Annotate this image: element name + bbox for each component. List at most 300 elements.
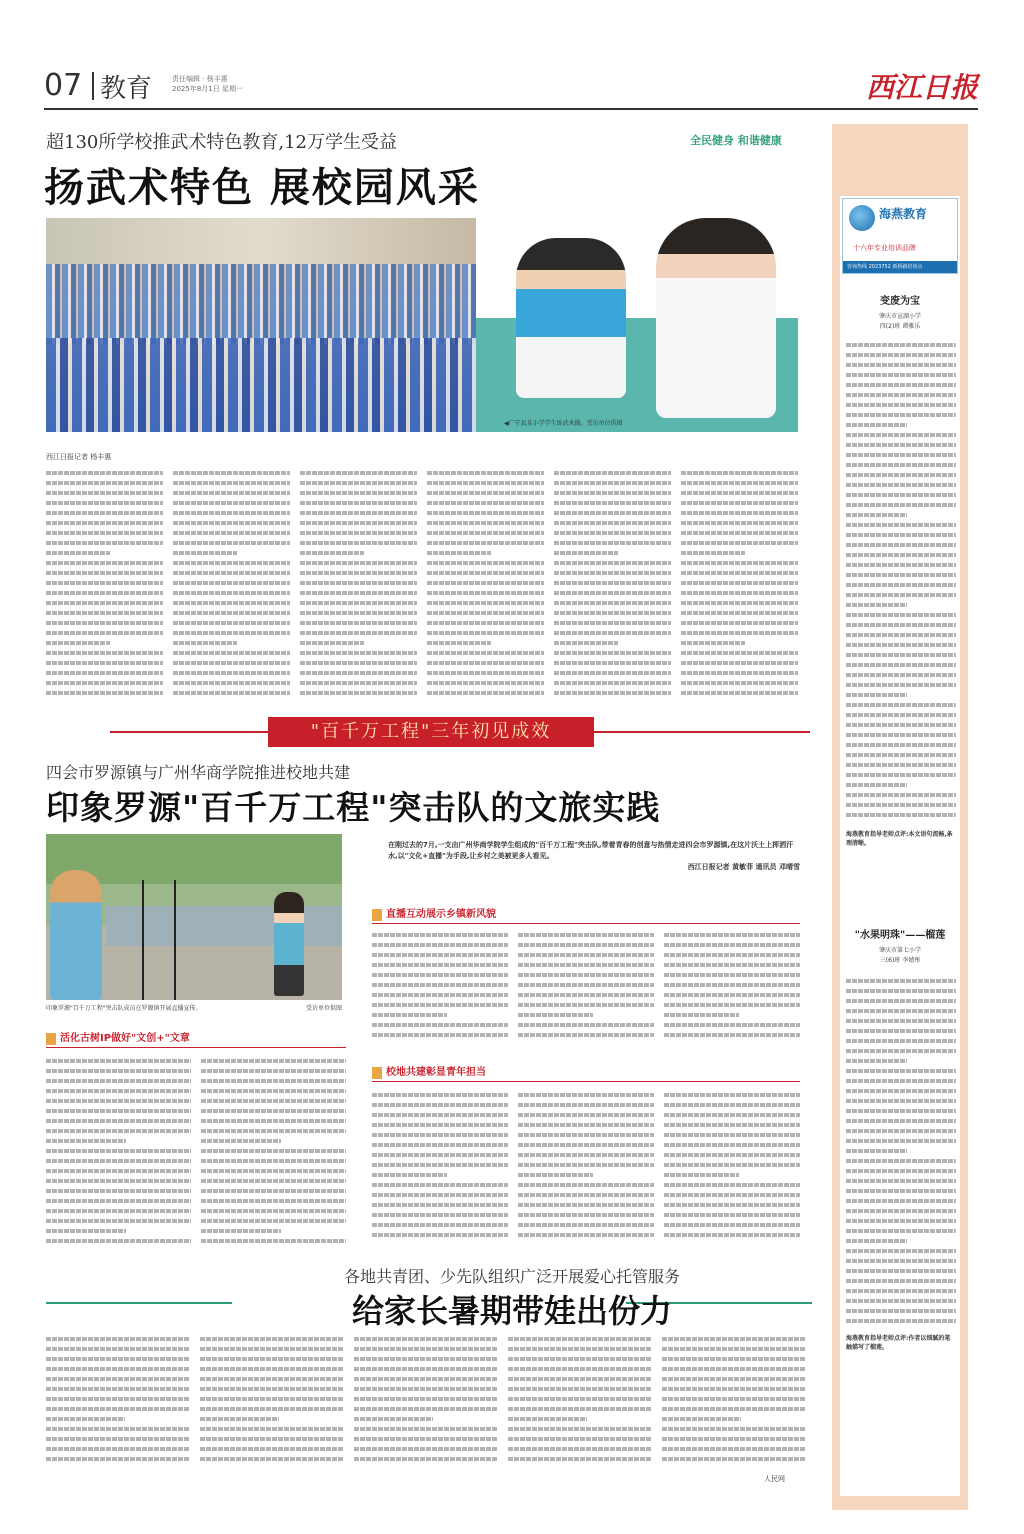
text-line bbox=[427, 478, 544, 488]
fitness-badge bbox=[690, 134, 792, 174]
text-line bbox=[846, 520, 956, 530]
text-line bbox=[173, 588, 290, 598]
text-line bbox=[518, 1010, 593, 1020]
text-line bbox=[662, 1434, 806, 1444]
text-line bbox=[846, 550, 956, 560]
text-line bbox=[372, 950, 508, 960]
text-line bbox=[46, 1354, 190, 1364]
text-line bbox=[372, 1010, 447, 1020]
woman-figure bbox=[656, 218, 776, 418]
text-line bbox=[664, 1200, 800, 1210]
text-line bbox=[554, 628, 671, 638]
text-line bbox=[173, 518, 290, 528]
text-line bbox=[300, 668, 417, 678]
text-line bbox=[664, 1020, 800, 1030]
text-line bbox=[554, 478, 671, 488]
text-line bbox=[681, 518, 798, 528]
text-line bbox=[173, 638, 237, 648]
section-divider bbox=[92, 72, 94, 100]
text-line bbox=[846, 1256, 956, 1266]
text-line bbox=[518, 1150, 654, 1160]
ad-title: 海燕教育 bbox=[879, 207, 928, 221]
text-line bbox=[508, 1424, 652, 1434]
text-line bbox=[846, 670, 956, 680]
text-line bbox=[173, 668, 290, 678]
text-line bbox=[518, 1090, 654, 1100]
school-building bbox=[46, 218, 476, 264]
text-line bbox=[46, 1226, 126, 1236]
text-line bbox=[846, 650, 956, 660]
text-line bbox=[372, 1120, 508, 1130]
text-line bbox=[846, 1126, 956, 1136]
text-line bbox=[46, 1454, 190, 1464]
text-line bbox=[681, 638, 745, 648]
text-line bbox=[846, 1156, 956, 1166]
text-column bbox=[846, 976, 956, 1326]
story2-subhead-3: 校地共建彰显青年担当 bbox=[372, 1064, 800, 1082]
text-line bbox=[201, 1106, 346, 1116]
text-line bbox=[372, 1030, 508, 1040]
text-line bbox=[846, 620, 956, 630]
text-line bbox=[46, 1166, 191, 1176]
photo2-caption-text: 印象罗源"百千万工程"突击队成员在罗源镇开展直播宣传。 bbox=[46, 1005, 202, 1012]
text-line bbox=[681, 498, 798, 508]
text-line bbox=[508, 1354, 652, 1364]
text-line bbox=[46, 1424, 190, 1434]
text-line bbox=[681, 678, 798, 688]
text-line bbox=[508, 1414, 587, 1424]
story2-reporter: 西江日报记者 黄敏菲 通讯员 邓晴雪 bbox=[687, 863, 800, 871]
text-line bbox=[664, 970, 800, 980]
text-line bbox=[46, 1434, 190, 1444]
text-line bbox=[46, 488, 163, 498]
text-line bbox=[508, 1394, 652, 1404]
text-line bbox=[300, 538, 417, 548]
text-line bbox=[846, 986, 956, 996]
text-line bbox=[554, 608, 671, 618]
essay-a-body bbox=[846, 340, 956, 824]
text-line bbox=[372, 1160, 508, 1170]
text-line bbox=[664, 960, 800, 970]
text-line bbox=[46, 578, 163, 588]
text-line bbox=[846, 690, 907, 700]
text-line bbox=[46, 1146, 191, 1156]
text-line bbox=[372, 1170, 447, 1180]
text-line bbox=[354, 1354, 498, 1364]
text-line bbox=[846, 1046, 956, 1056]
text-line bbox=[681, 588, 798, 598]
photo-caption: ◀广宁县某小学学生练武术操。受访单位供图 bbox=[504, 420, 623, 427]
page-number: 07 bbox=[44, 68, 83, 103]
text-line bbox=[46, 598, 163, 608]
text-line bbox=[518, 1030, 654, 1040]
text-line bbox=[200, 1384, 344, 1394]
text-line bbox=[372, 960, 508, 970]
text-line bbox=[846, 510, 907, 520]
text-line bbox=[554, 518, 671, 528]
text-column bbox=[201, 1056, 346, 1246]
text-line bbox=[681, 668, 798, 678]
text-line bbox=[201, 1146, 346, 1156]
text-line bbox=[427, 568, 544, 578]
text-line bbox=[427, 518, 544, 528]
text-line bbox=[372, 970, 508, 980]
text-line bbox=[46, 1414, 125, 1424]
text-line bbox=[200, 1424, 344, 1434]
text-line bbox=[518, 1200, 654, 1210]
text-line bbox=[664, 990, 800, 1000]
text-line bbox=[518, 1180, 654, 1190]
text-line bbox=[554, 668, 671, 678]
text-line bbox=[846, 780, 907, 790]
text-line bbox=[681, 658, 798, 668]
text-line bbox=[664, 1110, 800, 1120]
text-line bbox=[46, 1126, 191, 1136]
text-line bbox=[664, 1160, 800, 1170]
text-line bbox=[664, 1140, 800, 1150]
text-line bbox=[372, 1150, 508, 1160]
text-line bbox=[681, 548, 745, 558]
text-line bbox=[518, 970, 654, 980]
text-line bbox=[427, 588, 544, 598]
text-line bbox=[681, 688, 798, 698]
text-line bbox=[554, 678, 671, 688]
story2-lead bbox=[388, 840, 800, 873]
text-line bbox=[173, 628, 290, 638]
text-line bbox=[46, 1076, 191, 1086]
text-line bbox=[46, 478, 163, 488]
text-line bbox=[846, 600, 907, 610]
text-line bbox=[846, 1296, 956, 1306]
text-column bbox=[427, 468, 544, 698]
text-line bbox=[46, 528, 163, 538]
text-line bbox=[46, 668, 163, 678]
text-line bbox=[508, 1374, 652, 1384]
text-line bbox=[664, 1010, 739, 1020]
students-crowd bbox=[46, 264, 476, 344]
text-line bbox=[846, 790, 956, 800]
text-line bbox=[846, 1056, 907, 1066]
text-line bbox=[518, 950, 654, 960]
text-line bbox=[46, 518, 163, 528]
text-line bbox=[46, 1086, 191, 1096]
text-line bbox=[300, 468, 417, 478]
text-line bbox=[681, 628, 798, 638]
text-line bbox=[201, 1216, 346, 1226]
text-column bbox=[518, 930, 654, 1040]
text-line bbox=[46, 1444, 190, 1454]
text-line bbox=[173, 468, 290, 478]
essay-b-title: "水果明珠"——榴莲 bbox=[854, 930, 946, 941]
text-line bbox=[508, 1434, 652, 1444]
text-line bbox=[846, 1006, 956, 1016]
text-line bbox=[354, 1444, 498, 1454]
text-line bbox=[173, 488, 290, 498]
text-line bbox=[508, 1384, 652, 1394]
text-column bbox=[372, 930, 508, 1040]
text-line bbox=[173, 508, 290, 518]
photo2-caption bbox=[46, 1004, 342, 1013]
story2-body-columns-a bbox=[372, 930, 800, 1042]
text-line bbox=[46, 1404, 190, 1414]
text-line bbox=[846, 490, 956, 500]
text-line bbox=[46, 548, 110, 558]
martial-arts-crowd-photo bbox=[46, 218, 476, 432]
text-line bbox=[46, 1364, 190, 1374]
text-line bbox=[300, 598, 417, 608]
text-line bbox=[173, 498, 290, 508]
text-line bbox=[846, 390, 956, 400]
text-line bbox=[681, 538, 798, 548]
text-line bbox=[518, 1120, 654, 1130]
text-line bbox=[664, 1190, 800, 1200]
text-line bbox=[46, 658, 163, 668]
story2-lead-text: 在刚过去的7月,一支由广州华商学院学生组成的"百千万工程"突击队,带着青春的创意与热情走进四会市罗源镇,在这片沃土上挥洒汗水,以"文化+直播"为手段,让乡村之美被更多人看见。 bbox=[388, 841, 794, 860]
text-line bbox=[46, 1116, 191, 1126]
text-line bbox=[173, 618, 290, 628]
story3-source: 人民网 bbox=[764, 1475, 785, 1483]
text-line bbox=[46, 1176, 191, 1186]
text-line bbox=[427, 488, 544, 498]
text-line bbox=[554, 508, 671, 518]
text-line bbox=[200, 1374, 344, 1384]
text-line bbox=[518, 1190, 654, 1200]
text-line bbox=[173, 548, 237, 558]
text-line bbox=[46, 468, 163, 478]
text-line bbox=[46, 1394, 190, 1404]
text-line bbox=[46, 1334, 190, 1344]
text-line bbox=[427, 508, 544, 518]
text-line bbox=[200, 1454, 344, 1464]
text-line bbox=[518, 990, 654, 1000]
text-column bbox=[46, 468, 163, 698]
text-line bbox=[846, 750, 956, 760]
text-line bbox=[173, 678, 290, 688]
text-line bbox=[554, 588, 671, 598]
text-line bbox=[201, 1226, 281, 1236]
text-column bbox=[173, 468, 290, 698]
text-line bbox=[846, 1146, 907, 1156]
text-line bbox=[46, 618, 163, 628]
text-line bbox=[300, 478, 417, 488]
text-line bbox=[201, 1056, 346, 1066]
text-line bbox=[201, 1136, 281, 1146]
text-line bbox=[846, 1106, 956, 1116]
text-line bbox=[201, 1116, 346, 1126]
text-line bbox=[201, 1186, 346, 1196]
text-line bbox=[664, 1000, 800, 1010]
text-line bbox=[664, 1150, 800, 1160]
text-line bbox=[508, 1444, 652, 1454]
text-line bbox=[372, 1220, 508, 1230]
text-line bbox=[681, 528, 798, 538]
text-line bbox=[554, 468, 671, 478]
essay-b-author: 三(6)班 李婧彤 bbox=[879, 957, 921, 964]
text-line bbox=[846, 1026, 956, 1036]
text-line bbox=[200, 1364, 344, 1374]
text-line bbox=[201, 1086, 346, 1096]
text-line bbox=[372, 1110, 508, 1120]
martial-arts-pose-photo bbox=[476, 218, 798, 432]
text-line bbox=[427, 618, 544, 628]
text-line bbox=[664, 1120, 800, 1130]
text-line bbox=[554, 618, 671, 628]
text-line bbox=[681, 468, 798, 478]
text-line bbox=[846, 1136, 956, 1146]
masthead bbox=[44, 60, 978, 110]
text-line bbox=[46, 1216, 191, 1226]
text-line bbox=[518, 1160, 654, 1170]
text-line bbox=[518, 940, 654, 950]
text-line bbox=[664, 1090, 800, 1100]
story2-body-columns-c bbox=[372, 1090, 800, 1246]
ad-contact-strip: 咨询热线 2023752 新桥路培训点 bbox=[843, 261, 957, 273]
camera-tripod bbox=[142, 880, 176, 1000]
text-line bbox=[518, 1020, 654, 1030]
text-line bbox=[518, 1230, 654, 1240]
text-line bbox=[846, 700, 956, 710]
text-line bbox=[846, 640, 956, 650]
text-column bbox=[354, 1334, 498, 1464]
text-line bbox=[846, 440, 956, 450]
story2-subhead-1: 直播互动展示乡镇新风貌 bbox=[372, 906, 800, 924]
text-line bbox=[846, 800, 956, 810]
text-line bbox=[664, 1170, 739, 1180]
text-line bbox=[846, 1086, 956, 1096]
essay-a-teacher-comment: 海燕教育指导老师点评:本文语句流畅,条理清晰。 bbox=[846, 831, 953, 847]
text-line bbox=[554, 488, 671, 498]
text-line bbox=[662, 1444, 806, 1454]
text-line bbox=[681, 608, 798, 618]
text-line bbox=[201, 1206, 346, 1216]
text-line bbox=[681, 648, 798, 658]
text-line bbox=[518, 1110, 654, 1120]
text-line bbox=[554, 638, 618, 648]
text-line bbox=[300, 568, 417, 578]
text-line bbox=[427, 628, 544, 638]
text-line bbox=[300, 498, 417, 508]
newspaper-logo: 西江日报 bbox=[865, 71, 978, 104]
text-line bbox=[427, 638, 491, 648]
text-line bbox=[846, 430, 956, 440]
text-line bbox=[681, 508, 798, 518]
text-line bbox=[46, 688, 163, 698]
story2-headline: 印象罗源"百千万工程"突击队的文旅实践 bbox=[46, 788, 661, 827]
text-line bbox=[846, 590, 956, 600]
text-line bbox=[201, 1166, 346, 1176]
text-line bbox=[427, 678, 544, 688]
text-line bbox=[518, 1130, 654, 1140]
text-line bbox=[846, 340, 956, 350]
host-figure bbox=[274, 892, 304, 996]
text-column bbox=[508, 1334, 652, 1464]
text-line bbox=[518, 1220, 654, 1230]
text-line bbox=[427, 578, 544, 588]
date-line: 2025年8月1日 星期一 bbox=[172, 85, 243, 93]
text-line bbox=[846, 630, 956, 640]
text-line bbox=[846, 710, 956, 720]
text-line bbox=[354, 1344, 498, 1354]
text-line bbox=[846, 380, 956, 390]
text-line bbox=[846, 1216, 956, 1226]
text-line bbox=[300, 518, 417, 528]
text-column bbox=[300, 468, 417, 698]
text-line bbox=[846, 370, 956, 380]
text-line bbox=[664, 930, 800, 940]
text-line bbox=[846, 720, 956, 730]
text-line bbox=[554, 538, 671, 548]
text-line bbox=[662, 1454, 806, 1464]
text-line bbox=[846, 730, 956, 740]
text-line bbox=[846, 1036, 956, 1046]
text-line bbox=[427, 658, 544, 668]
text-line bbox=[846, 660, 956, 670]
text-line bbox=[46, 1384, 190, 1394]
text-line bbox=[662, 1344, 806, 1354]
text-line bbox=[664, 950, 800, 960]
text-line bbox=[46, 1374, 190, 1384]
text-line bbox=[201, 1176, 346, 1186]
text-line bbox=[372, 1210, 508, 1220]
text-line bbox=[372, 980, 508, 990]
text-line bbox=[846, 570, 956, 580]
text-line bbox=[427, 668, 544, 678]
text-line bbox=[201, 1196, 346, 1206]
text-line bbox=[554, 548, 618, 558]
story3-headline: 给家长暑期带娃出份力 bbox=[351, 1292, 672, 1330]
text-line bbox=[200, 1344, 344, 1354]
text-line bbox=[554, 658, 671, 668]
text-line bbox=[846, 460, 956, 470]
text-line bbox=[427, 648, 544, 658]
livestream-photo bbox=[46, 834, 342, 1000]
text-line bbox=[846, 770, 956, 780]
text-line bbox=[173, 538, 290, 548]
text-line bbox=[664, 1180, 800, 1190]
text-column bbox=[554, 468, 671, 698]
text-line bbox=[46, 678, 163, 688]
text-line bbox=[554, 558, 671, 568]
text-line bbox=[201, 1096, 346, 1106]
text-line bbox=[46, 1056, 191, 1066]
text-line bbox=[846, 420, 907, 430]
text-line bbox=[554, 568, 671, 578]
text-line bbox=[662, 1404, 806, 1414]
text-line bbox=[518, 1000, 654, 1010]
text-line bbox=[372, 1180, 508, 1190]
text-line bbox=[300, 678, 417, 688]
editor-info bbox=[172, 74, 243, 94]
text-line bbox=[200, 1354, 344, 1364]
text-line bbox=[200, 1404, 344, 1414]
text-line bbox=[46, 1344, 190, 1354]
text-line bbox=[681, 578, 798, 588]
text-line bbox=[300, 548, 364, 558]
text-line bbox=[201, 1126, 346, 1136]
text-line bbox=[846, 1066, 956, 1076]
text-line bbox=[681, 558, 798, 568]
story2-subhead-2: 活化古树IP做好"文创+"文章 bbox=[46, 1030, 346, 1048]
text-column bbox=[681, 468, 798, 698]
boy-figure bbox=[516, 238, 626, 398]
text-line bbox=[427, 498, 544, 508]
text-line bbox=[372, 1200, 508, 1210]
text-line bbox=[46, 1156, 191, 1166]
text-line bbox=[354, 1414, 433, 1424]
text-line bbox=[354, 1404, 498, 1414]
photo2-credit: 受访单位供图 bbox=[305, 1005, 342, 1012]
text-line bbox=[46, 588, 163, 598]
